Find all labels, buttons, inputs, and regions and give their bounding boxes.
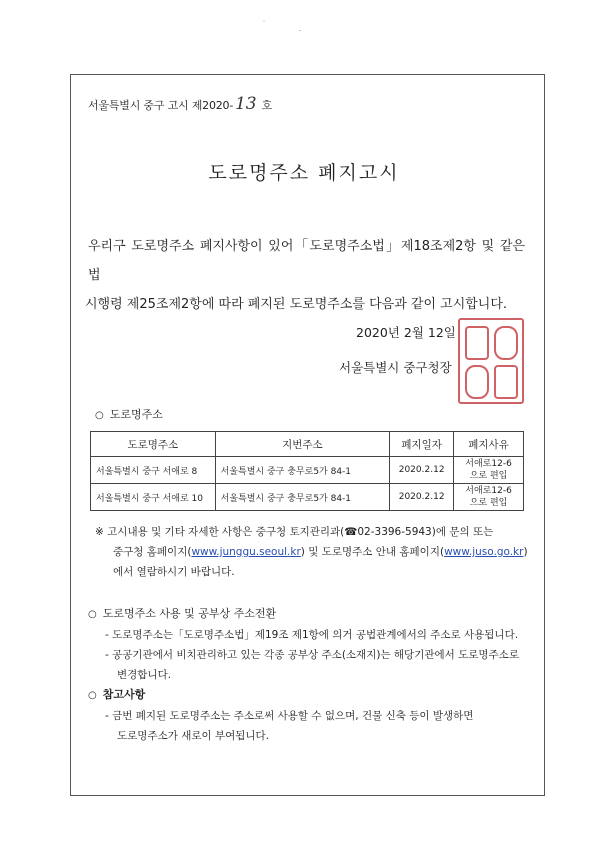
column-header: 폐지사유	[454, 432, 524, 457]
abolished-address-table	[90, 431, 524, 511]
abolish-reason-cell: 서애로12-6 으로 편입	[454, 484, 524, 511]
road-address-cell: 서울특별시 중구 서애로 8	[91, 457, 216, 484]
table-header-row	[91, 432, 524, 457]
note-line1: ※ 고시내용 및 기타 자세한 사항은 중구청 토지관리과(☎02-3396-5943)에 문의 또는	[95, 526, 494, 538]
official-seal-stamp	[458, 318, 524, 404]
scan-speck: ⸳	[299, 25, 302, 34]
note-line3: 에서 열람하시기 바랍니다.	[113, 566, 235, 578]
junggu-homepage-link[interactable]: www.junggu.seoul.kr	[191, 546, 301, 558]
note-line2: 중구청 홈페이지(www.junggu.seoul.kr) 및 도로명주소 안내 홈페이지(www.juso.go.kr)	[113, 546, 528, 558]
notice-number	[88, 94, 272, 114]
notice-body-line1: 우리구 도로명주소 폐지사항이 있어「도로명주소법」제18조제2항 및 같은 법	[88, 239, 525, 283]
list-item: - 공공기관에서 비치관리하고 있는 각종 공부상 주소(소재지)는 해당기관에서 도로명주소로	[105, 649, 519, 661]
table-row	[91, 457, 524, 484]
list-item: - 도로명주소는「도로명주소법」제19조 제1항에 의거 공법관계에서의 주소로 사용됩니다.	[105, 629, 519, 641]
abolish-date-cell: 2020.2.12	[390, 484, 454, 511]
section-reference-items	[105, 706, 535, 746]
section-usage-items	[105, 625, 535, 685]
section-usage-heading	[88, 605, 276, 621]
lot-address-cell: 서울특별시 중구 충무로5가 84-1	[215, 484, 390, 511]
column-header: 지번주소	[215, 432, 390, 457]
road-address-cell: 서울특별시 중구 서애로 10	[91, 484, 216, 511]
issuer: 서울특별시 중구청장	[339, 360, 452, 375]
list-item: 도로명주소가 새로이 부여됩니다.	[117, 730, 270, 742]
inquiry-note	[95, 522, 535, 582]
notice-date: 2020년 2월 12일	[356, 325, 456, 340]
circle-bullet-icon: ○	[95, 410, 104, 421]
notice-number-prefix: 서울특별시 중구 고시 제2020-	[88, 99, 234, 112]
column-header: 도로명주소	[91, 432, 216, 457]
scan-speck: ˙	[262, 20, 266, 29]
circle-bullet-icon: ○	[88, 690, 97, 701]
juso-homepage-link[interactable]: www.juso.go.kr	[444, 546, 524, 558]
section-address-heading	[95, 406, 163, 422]
section-usage-label: 도로명주소 사용 및 공부상 주소전환	[102, 607, 277, 620]
list-item: 변경합니다.	[117, 669, 172, 681]
notice-body-line2: 시행령 제25조제2항에 따라 폐지된 도로명주소를 다음과 같이 고시합니다.	[85, 297, 508, 312]
notice-number-handwritten: 13	[235, 94, 257, 114]
list-item: - 금번 폐지된 도로명주소는 주소로써 사용할 수 없으며, 건물 신축 등이 발생하면	[105, 710, 474, 722]
column-header: 폐지일자	[390, 432, 454, 457]
section-reference-heading	[88, 686, 145, 702]
abolish-date-cell: 2020.2.12	[390, 457, 454, 484]
reference-mark-icon: ※	[95, 526, 104, 538]
section-address-label: 도로명주소	[109, 408, 163, 421]
notice-number-suffix: 호	[261, 99, 273, 112]
abolish-reason-cell: 서애로12-6 으로 편입	[454, 457, 524, 484]
lot-address-cell: 서울특별시 중구 충무로5가 84-1	[215, 457, 390, 484]
notice-body	[85, 232, 525, 319]
document-title: 도로명주소 폐지고시	[208, 162, 400, 184]
table-row	[91, 484, 524, 511]
circle-bullet-icon: ○	[88, 609, 97, 620]
section-reference-label: 참고사항	[102, 688, 146, 701]
